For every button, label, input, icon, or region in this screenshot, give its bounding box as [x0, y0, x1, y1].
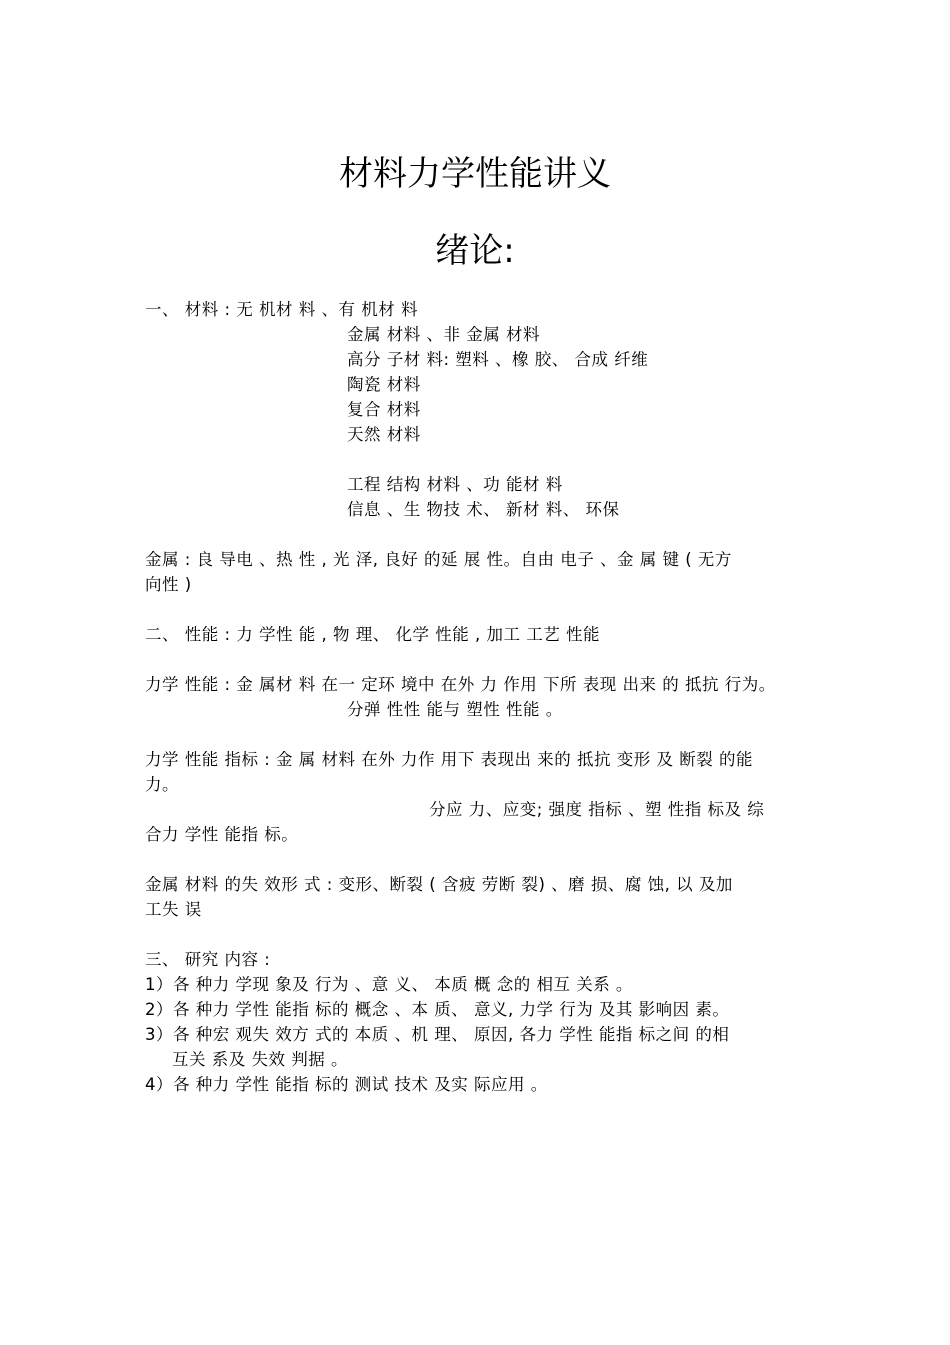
- research-item: 1）各 种力 学现 象及 行为 、意 义、 本质 概 念的 相互 关系 。: [145, 975, 633, 994]
- property-index-line: 分应 力、应变; 强度 指标 、塑 性指 标及 综: [429, 800, 765, 819]
- mechanical-property-line: 分弹 性性 能与 塑性 性能 。: [347, 700, 563, 719]
- research-item: 4）各 种力 学性 能指 标的 测试 技术 及实 际应用 。: [145, 1075, 548, 1094]
- section-heading: 绪论:: [435, 231, 515, 271]
- property-index-line: 合力 学性 能指 标。: [145, 825, 299, 844]
- document-title: 材料力学性能讲义: [339, 154, 611, 194]
- property-index-line: 力学 性能 指标 : 金 属 材料 在外 力作 用下 表现出 来的 抵抗 变形 及 断裂 的能: [145, 750, 753, 769]
- section-1-label: 一、 材料 : 无 机材 料 、有 机材 料: [145, 300, 419, 319]
- material-item: 信息 、生 物技 术、 新材 料、 环保: [347, 500, 620, 519]
- failure-mode-line: 金属 材料 的失 效形 式 : 变形、断裂 ( 含疲 劳断 裂) 、磨 损、腐 蚀, 以 及加: [145, 875, 733, 894]
- material-item: 复合 材料: [347, 400, 421, 419]
- metal-paragraph-line: 金属 : 良 导电 、热 性 , 光 泽, 良好 的延 展 性。自由 电子 、金 属 键 ( 无方: [145, 550, 732, 569]
- section-3-label: 三、 研究 内容 :: [145, 950, 271, 969]
- material-item: 陶瓷 材料: [347, 375, 421, 394]
- material-item: 工程 结构 材料 、功 能材 料: [347, 475, 563, 494]
- section-2-label: 二、 性能 : 力 学性 能 , 物 理、 化学 性能 , 加工 工艺 性能: [145, 625, 600, 644]
- mechanical-property-line: 力学 性能 : 金 属材 料 在一 定环 境中 在外 力 作用 下所 表现 出来 的 抵抗 行为。: [145, 675, 776, 694]
- research-item: 2）各 种力 学性 能指 标的 概念 、本 质、 意义, 力学 行为 及其 影响因 素。: [145, 1000, 730, 1019]
- metal-paragraph-line: 向性 ): [145, 575, 192, 594]
- material-item: 高分 子材 料: 塑料 、橡 胶、 合成 纤维: [347, 350, 649, 369]
- material-item: 天然 材料: [347, 425, 421, 444]
- research-item: 互关 系及 失效 判据 。: [172, 1050, 348, 1069]
- failure-mode-line: 工失 误: [145, 900, 202, 919]
- property-index-line: 力。: [145, 775, 179, 794]
- research-item: 3）各 种宏 观失 效方 式的 本质 、机 理、 原因, 各力 学性 能指 标之间 的相: [145, 1025, 730, 1044]
- material-item: 金属 材料 、非 金属 材料: [347, 325, 540, 344]
